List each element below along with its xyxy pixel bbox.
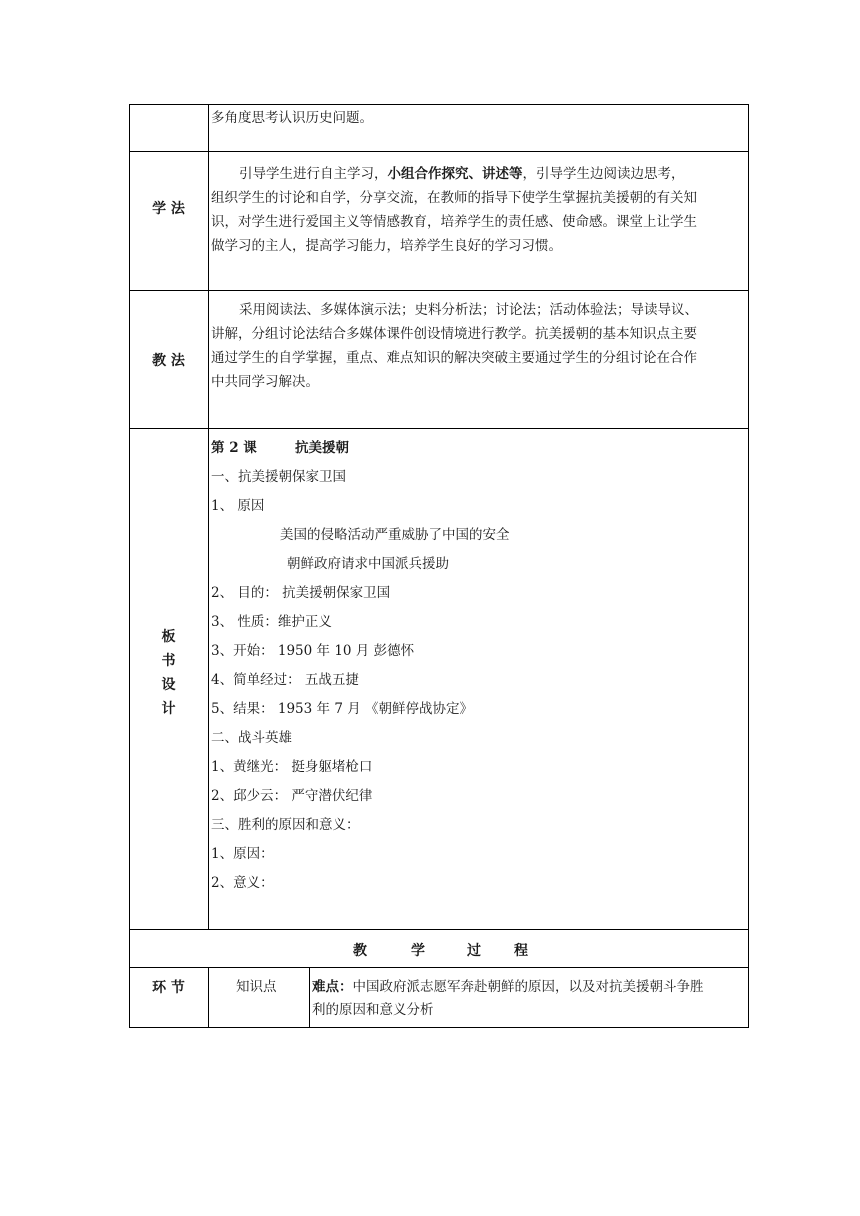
difficulty-text: 中国政府派志愿军奔赴朝鲜的原因，以及对抗美援朝斗争胜 bbox=[352, 979, 704, 995]
jiaofa-paragraph bbox=[211, 298, 746, 394]
board-item: 美国的侵略活动严重威胁了中国的安全 bbox=[280, 527, 510, 543]
jiaofa-line-2: 讲解，分组讨论法结合多媒体课件创设情境进行教学。抗美援朝的基本知识点主要 bbox=[211, 326, 697, 342]
xuefa-label: 学 法 bbox=[152, 201, 185, 217]
difficulty-line-2: 利的原因和意义分析 bbox=[312, 1002, 434, 1018]
column-divider bbox=[208, 104, 209, 929]
difficulty-label: 难点： bbox=[312, 979, 353, 995]
section-column-header: 环 节 bbox=[152, 980, 185, 996]
table-top-border bbox=[129, 104, 749, 105]
knowledge-column-header: 知识点 bbox=[236, 979, 277, 995]
xuefa-line-1 bbox=[211, 162, 746, 186]
xuefa-line-1-c: ，引导学生边阅读边思考， bbox=[522, 166, 685, 182]
jiaofa-label: 教 法 bbox=[152, 353, 185, 369]
table-left-border bbox=[129, 104, 130, 1028]
xuefa-line-3: 识，对学生进行爱国主义等情感教育，培养学生的责任感、使命感。课堂上让学生 bbox=[211, 214, 697, 230]
board-item: 三、胜利的原因和意义： bbox=[211, 817, 360, 833]
row-divider bbox=[129, 967, 749, 968]
process-title-char: 学 bbox=[411, 943, 425, 959]
xuefa-line-4: 做学习的主人，提高学习能力，培养学生良好的学习习惯。 bbox=[211, 238, 562, 254]
board-item: 3、 性质：维护正义 bbox=[211, 614, 332, 630]
row-divider bbox=[129, 428, 749, 429]
board-item: 二、战斗英雄 bbox=[211, 730, 292, 746]
board-item: 1、 原因 bbox=[211, 498, 265, 514]
board-item: 1、原因： bbox=[211, 846, 274, 862]
table-bottom-border bbox=[129, 1027, 749, 1028]
xuefa-line-1-b: 小组合作探究、讲述等 bbox=[387, 166, 523, 182]
board-label-3: 设 bbox=[161, 677, 176, 693]
row-divider bbox=[129, 929, 749, 930]
process-title-char: 教 bbox=[353, 943, 367, 959]
row1-text: 多角度思考认识历史问题。 bbox=[211, 110, 373, 126]
board-label-2: 书 bbox=[161, 653, 176, 669]
board-lesson-title: 抗美援朝 bbox=[295, 440, 349, 456]
board-item: 一、抗美援朝保家卫国 bbox=[211, 469, 346, 485]
process-title-char: 过 bbox=[467, 943, 481, 959]
board-item: 2、 目的： 抗美援朝保家卫国 bbox=[211, 585, 391, 601]
board-item: 2、邱少云： 严守潜伏纪律 bbox=[211, 788, 373, 804]
board-item: 朝鲜政府请求中国派兵援助 bbox=[287, 556, 449, 572]
board-lesson-number: 第 2 课 bbox=[211, 440, 257, 456]
xuefa-line-1-a: 引导学生进行自主学习， bbox=[239, 166, 388, 182]
row-divider bbox=[129, 290, 749, 291]
board-item: 4、简单经过： 五战五捷 bbox=[211, 672, 359, 688]
board-label-4: 计 bbox=[161, 701, 176, 717]
difficulty-line-1 bbox=[312, 977, 704, 997]
jiaofa-line-1: 采用阅读法、多媒体演示法；史料分析法；讨论法；活动体验法；导读导议、 bbox=[239, 302, 698, 318]
xuefa-paragraph bbox=[211, 162, 746, 258]
process-title-char: 程 bbox=[514, 943, 528, 959]
board-item: 2、意义： bbox=[211, 875, 274, 891]
jiaofa-line-4: 中共同学习解决。 bbox=[211, 374, 319, 390]
board-label-1: 板 bbox=[161, 629, 176, 645]
column-divider-bottom bbox=[208, 967, 209, 1028]
board-item: 3、开始： 1950 年 10 月 彭德怀 bbox=[211, 643, 415, 659]
column-divider-bottom-2 bbox=[309, 967, 310, 1028]
table-right-border bbox=[748, 104, 749, 1028]
row-divider bbox=[129, 151, 749, 152]
xuefa-line-2: 组织学生的讨论和自学，分享交流，在教师的指导下使学生掌握抗美援朝的有关知 bbox=[211, 190, 697, 206]
board-item: 1、黄继光： 挺身躯堵枪口 bbox=[211, 759, 373, 775]
jiaofa-line-3: 通过学生的自学掌握，重点、难点知识的解决突破主要通过学生的分组讨论在合作 bbox=[211, 350, 697, 366]
board-item: 5、结果： 1953 年 7 月 《朝鲜停战协定》 bbox=[211, 701, 473, 717]
